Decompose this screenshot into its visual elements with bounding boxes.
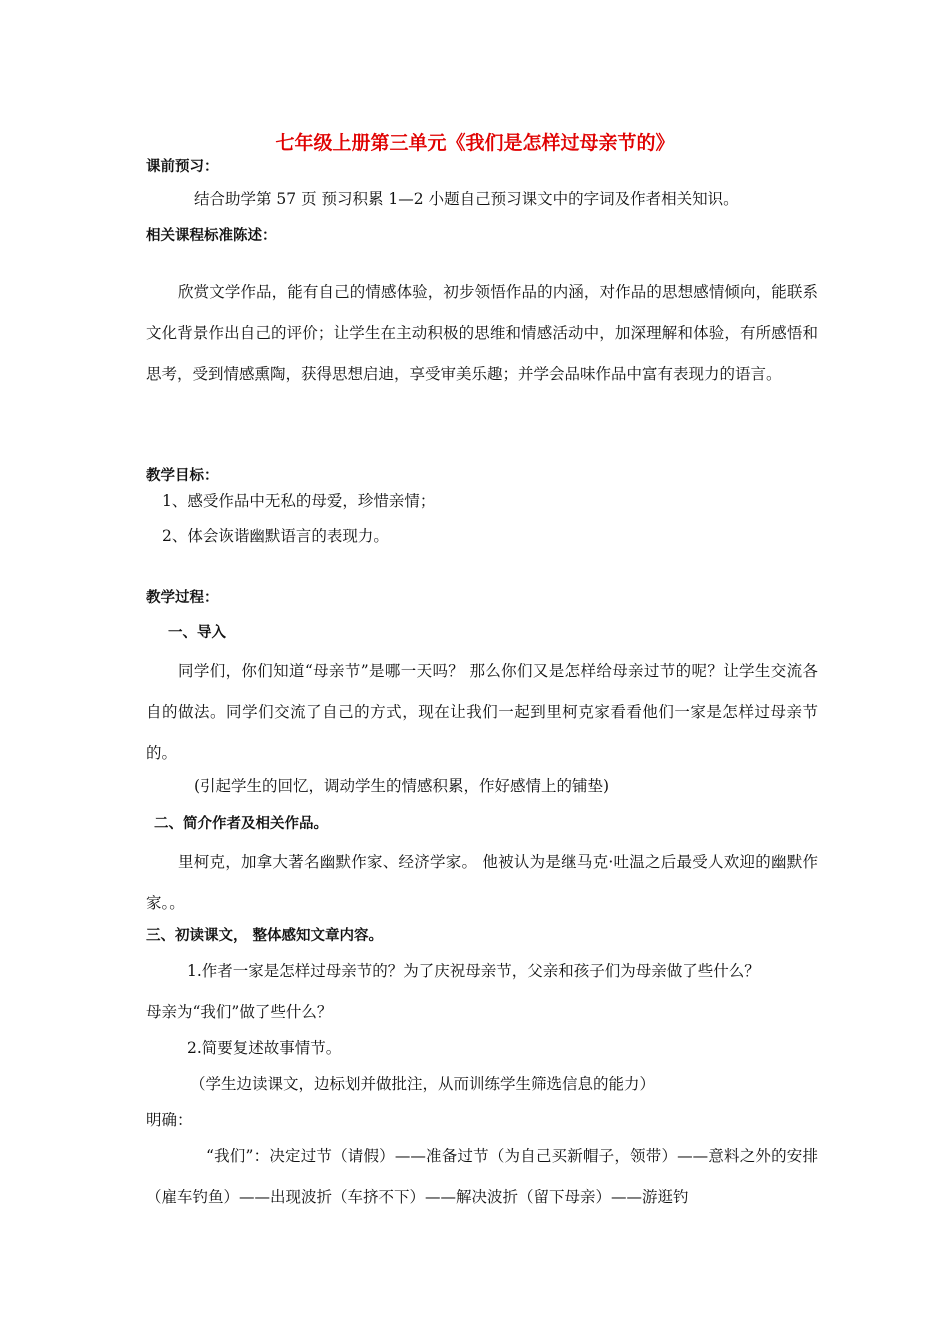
goal-item-2: 2、体会诙谐幽默语言的表现力。	[162, 527, 389, 545]
section-1-note: (引起学生的回忆，调动学生的情感积累，作好感情上的铺垫)	[194, 777, 610, 795]
goals-heading: 教学目标：	[146, 468, 219, 484]
goal-item-1: 1、感受作品中无私的母爱，珍惜亲情；	[162, 492, 436, 510]
clarify-paragraph: “我们”：决定过节（请假）——准备过节（为自己买新帽子，领带）——意料之外的安排（雇车钓鱼）——出现波折（车挤不下）——解决波折（留下母亲）——游逛钓	[146, 1147, 818, 1206]
section-2-paragraph: 里柯克，加拿大著名幽默作家、经济学家。 他被认为是继马克·吐温之后最受人欢迎的幽默作家。。	[146, 853, 818, 912]
preview-text: 结合助学第 57 页 预习积累 1—2 小题自己预习课文中的字词及作者相关知识。	[194, 190, 739, 208]
standard-paragraph: 欣赏文学作品，能有自己的情感体验，初步领悟作品的内涵，对作品的思想感情倾向，能联系文化背景作出自己的评价；让学生在主动积极的思维和情感活动中，加深理解和体验，有所感悟和思考，受到情感熏陶，获得思想启迪，享受审美乐趣；并学会品味作品中富有表现力的语言。	[146, 283, 818, 383]
clarify-label: 明确：	[146, 1111, 193, 1129]
document-title: 七年级上册第三单元《我们是怎样过母亲节的》	[275, 132, 675, 154]
section-3-heading: 三、初读课文， 整体感知文章内容。	[146, 928, 384, 944]
section-1-heading: 一、导入	[168, 625, 226, 641]
section-1-paragraph: 同学们，你们知道“母亲节”是哪一天吗？ 那么你们又是怎样给母亲过节的呢？让学生交流各自的做法。同学们交流了自己的方式，现在让我们一起到里柯克家看看他们一家是怎样过母亲节的。	[146, 662, 818, 762]
preview-heading: 课前预习：	[146, 159, 219, 175]
section-2-heading: 二、简介作者及相关作品。	[154, 816, 328, 832]
section-3-note: （学生边读课文，边标划并做批注，从而训练学生筛选信息的能力）	[190, 1075, 656, 1093]
section-3-question-1-cont: 母亲为“我们”做了些什么？	[146, 1003, 333, 1021]
section-3-question-2: 2.简要复述故事情节。	[187, 1039, 342, 1057]
process-heading: 教学过程：	[146, 590, 219, 606]
standard-heading: 相关课程标准陈述：	[146, 228, 277, 244]
section-3-question-1: 1.作者一家是怎样过母亲节的？为了庆祝母亲节，父亲和孩子们为母亲做了些什么？	[187, 962, 760, 980]
